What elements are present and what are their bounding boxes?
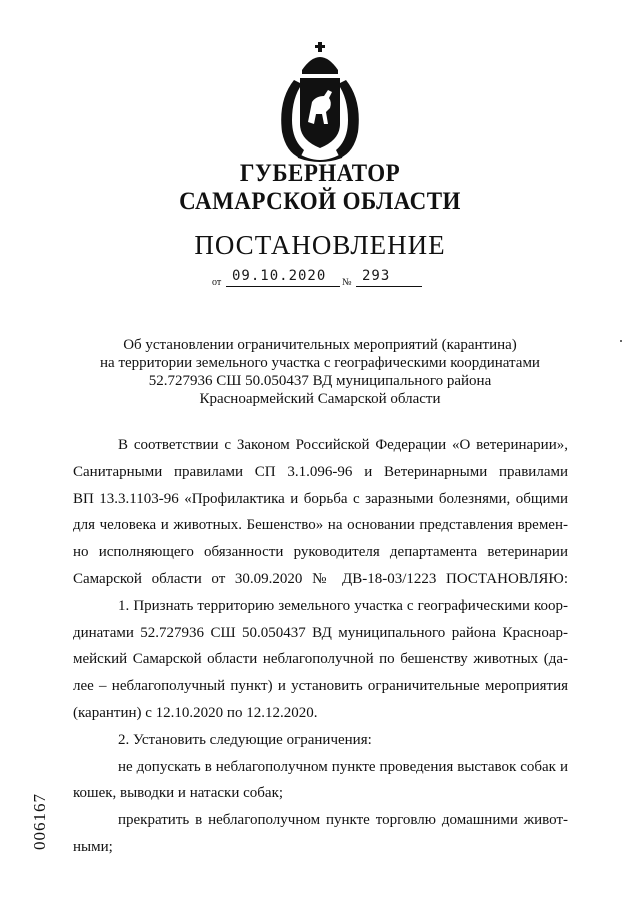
date-number-line [212,268,432,290]
body-line: Санитарными правилами СП 3.1.096-96 и Ветеринарными правилами [73,463,568,480]
body-line: динатами 52.727936 СШ 50.050437 ВД муниципального района Красноар- [73,624,568,641]
body-line: кошек, выводки и натаски собак; [73,785,284,802]
subject-line: 52.727936 СШ 50.050437 ВД муниципального района [148,373,492,389]
document-subject [60,336,580,408]
body-line: (карантин) с 12.10.2020 по 12.12.2020. [73,704,318,721]
number-underline [356,286,422,287]
date-prefix: от [212,277,222,288]
body-line: но исполняющего обязанности руководителя департамента ветеринарии [73,544,568,561]
scan-speck [620,340,622,342]
body-line: 1. Признать территорию земельного участка с географическими коор- [118,597,568,614]
margin-registration-number: 006167 [30,793,49,850]
body-line: прекратить в неблагополучном пункте торговлю домашними живот- [118,812,568,829]
authority-title-line2: САМАРСКОЙ ОБЛАСТИ [179,188,461,215]
body-line: лее – неблагополучный пункт) и установить ограничительные мероприятия [73,678,568,695]
body-line: 2. Установить следующие ограничения: [118,731,372,748]
document-type: ПОСТАНОВЛЕНИЕ [194,230,446,260]
body-line: ными; [73,838,113,855]
authority-title-line1: ГУБЕРНАТОР [239,160,401,187]
body-line: мейский Самарской области неблагополучной по бешенству животных (да- [73,651,568,668]
body-line: для человека и животных. Бешенство» на основании представления времен- [73,517,568,534]
body-line: Самарской области от 30.09.2020 № ДВ-18-03/1223 ПОСТАНОВЛЯЮ: [73,570,568,587]
date-underline [226,286,340,287]
body-line: В соответствии с Законом Российской Федерации «О ветеринарии», [118,437,568,453]
body-line: не допускать в неблагополучном пункте проведения выставок собак и [118,758,568,775]
number-value: 293 [362,268,391,284]
subject-line: Об установлении ограничительных мероприятий (карантина) [123,337,517,353]
subject-line: Красноармейский Самарской области [199,391,441,407]
samara-coat-of-arms-icon [272,40,368,168]
date-value: 09.10.2020 [232,268,327,284]
number-prefix: № [342,277,352,288]
body-line: ВП 13.3.1103-96 «Профилактика и борьба с заразными болезнями, общими [73,490,568,507]
subject-line: на территории земельного участка с географическими координатами [100,355,540,371]
document-body [73,432,568,861]
